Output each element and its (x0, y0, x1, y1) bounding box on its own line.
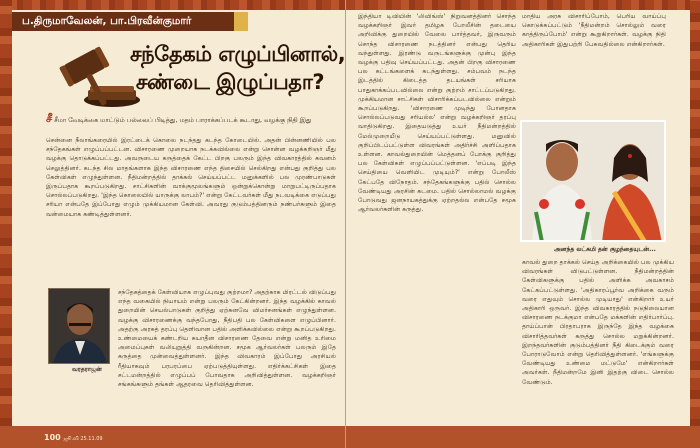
headline (130, 40, 346, 96)
torn-edge-bottom (346, 426, 700, 448)
page-number-value: 100 (44, 433, 61, 442)
byline: ப.திருமாவேலன், பா.பிரவீன்குமார் (12, 12, 234, 31)
torn-edge-top (0, 0, 345, 10)
family-photo-icon (522, 122, 666, 242)
issue-date: ஜூ.வி 25.11.09 (63, 436, 103, 442)
byline-accent (234, 12, 248, 31)
article-column-2: சந்தேகத்தைக் கேள்வியாக எழுப்புவது குற்றமா? அதற்காக மிரட்டல் விடுப்பது எந்த வகையில் நியாயம் என்று பலரும் கேட்கின்றனர். இந்த வழக்கில் காவல் துறையின் செயல்பாடுகள் குறித்து ஏற்கனவே விமர்சனங்கள் எழுந்துள்ளன. வழக்கு விசாரணைக்கு வந்தபோது, நீதிபதி பல கேள்விகளை எழுப்பினார். அதற்கு அரசுத் தரப்பு தெளிவான பதில் அளிக்கவில்லை என்று கூறப்படுகிறது. உண்மையைக் கண்டறிய சுயாதீன விசாரணை தேவை என்று மனித உரிமை அமைப்புகள் வலியுறுத்தி வருகின்றன. சமூக ஆர்வலர்கள் பலரும் இதே கருத்தை முன்வைத்துள்ளனர். இந்த விவகாரம் இப்போது அரசியல் ரீதியாகவும் பரபரப்பை ஏற்படுத்தியுள்ளது. எதிர்க்கட்சிகள் இதை சட்டமன்றத்தில் எழுப்பப் போவதாக அறிவித்துள்ளன. வழக்கறிஞர் சங்கங்களும் தங்கள் ஆதரவை தெரிவித்துள்ளன. (118, 289, 336, 389)
portrait-caption: வரதராஜன் (72, 366, 102, 373)
article-column-4-top: மாதிய அரசு விசாரிப்போம், பெரிய வாய்ப்பு கொடுக்கப்பட்டும் 'நீதிமன்றம் சொல்லும் வரை காத்திருப்போம்' என்று கூறுகிறார்கள். வழக்கு நிதி அதிகாரிகள் இதுபற்றி பேசுவதில்லை என்கிறார்கள். (522, 13, 666, 48)
person-icon (49, 289, 110, 364)
page-number (44, 433, 103, 442)
article-column-3: இந்தியா டிவியின் 'லிவிங்ஸ்' நிறுவனத்தினர் சொந்த வழக்கறிஞர் இவர் தமிழக போலீசின் தடையை அறிவிக்கு துறையில் வேலை பார்த்தவர், இருவரும் சொந்த விசாரணை நடத்தினர் என்பது தெரிய வந்துள்ளது. இரண்டு வருடங்களுக்கு முன்பு இந்த வழக்கு பதிவு செய்யப்பட்டது. அதன் பிறகு விசாரணை பல கட்டங்களைக் கடந்துள்ளது. சம்பவம் நடந்த இடத்தில் கிடைத்த தடயங்கள் சரியாக பாதுகாக்கப்படவில்லை என்று குற்றம் சாட்டப்படுகிறது. முக்கியமான சாட்சிகள் விசாரிக்கப்படவில்லை என்றும் கூறப்படுகிறது. 'விசாரணை முடிந்து போனதாக சொல்லப்படுவது சரியல்ல' என்று வழக்கறிஞர் தரப்பு வாதிடுகிறது. இதையடுத்து உயர் நீதிமன்றத்தில் மேல்முறையீடு செய்யப்பட்டுள்ளது. மனுவில் குறிப்பிடப்பட்டுள்ள விவரங்கள் அதிர்ச்சி அளிப்பதாக உள்ளன. காவல்துறையின் மெத்தனப் போக்கு குறித்து பல கேள்விகள் எழுப்பப்பட்டுள்ளன. 'எப்படி இந்த செய்தியை வெளியிட முடியும்?' என்று போலீஸ் கேட்பதே விநோதம். சந்தேகங்களுக்கு பதில் சொல்ல வேண்டியது அரசின் கடமை. பதில் சொல்லாமல் வழக்கு போடுவது ஜனநாயகத்துக்கு ஏற்றதல்ல என்பதே சமூக ஆர்வலர்களின் கருத்து. (358, 13, 516, 214)
torn-edge-top (346, 0, 700, 10)
family-photo (520, 120, 666, 242)
torn-edge-right (690, 0, 700, 448)
right-page (346, 0, 700, 448)
headline-line-2: சண்டை இழுப்பதா? (135, 70, 325, 94)
torn-edge-left (0, 0, 12, 448)
headline-line-1: சந்தேகம் எழுப்பினால், (130, 42, 346, 66)
portrait-photo (48, 288, 110, 364)
intro-text (46, 114, 338, 125)
drop-cap: சீ (46, 112, 53, 125)
article-column-4-bottom: காவல் துறை தாக்கல் செய்த அறிக்கையில் பல முக்கிய விவரங்கள் விடுபட்டுள்ளன. நீதிமன்றத்தின் கேள்விகளுக்கு பதில் அளிக்க அவகாசம் கேட்கப்பட்டுள்ளது. 'அதிகாரப்பூர்வ அறிக்கை வரும் வரை எதுவும் சொல்ல முடியாது' என்கிறார் உயர் அதிகாரி ஒருவர். இந்த விவகாரத்தில் நடுநிலையான விசாரணை நடக்குமா என்பதே மக்களின் எதிர்பார்ப்பு. தாய்ப்பான் பிரதாபராக இருந்தே இந்த வழக்கை விசாரித்தவர்கள் கருத்து சொல்ல மறுக்கின்றனர். இறந்தவர்களின் குடும்பத்தினர் நீதி கிடைக்கும் வரை போராடுவோம் என்று தெரிவித்துள்ளனர். 'எங்களுக்கு வேண்டியது உண்மை மட்டுமே' என்கிறார்கள் அவர்கள். நீதிமன்றமே இனி இதற்கு விடை சொல்ல வேண்டும். (522, 259, 674, 386)
photo-caption: அனந்த லட்சுமி தன் குழந்தையுடன்... (554, 246, 656, 253)
left-page (0, 0, 346, 448)
intro-body: சீமா வேடிக்கை மாட்டும் பல்லைப் பிடித்து, மதம் பாராக்கப்படக் கூடாது, வழக்கு நிதி இது (54, 116, 312, 124)
article-column-1: சென்னை நீலாங்கரையில் இரட்டைக் கொலை நடந்தது கடந்த கோடையில். அதன் பின்னணியில் பல சந்தேகங்கள் எழுப்பப்பட்டன. விசாரணை முறையாக நடக்கவில்லை என்று சொன்ன வழக்கறிஞர் மீது வழக்கு தொடுக்கப்பட்டது. அவருடைய கருத்தைக் கேட்ட பிறகு பலரும் இந்த விவகாரத்தில் கவனம் செலுத்தினர். கடந்த சில மாதங்களாக இந்த விசாரணை எந்த திசையில் செல்கிறது என்பது குறித்து பல கேள்விகள் எழுந்துள்ளன. நீதிமன்றத்தில் தாக்கல் செய்யப்பட்ட மனுக்களில் பல முரண்பாடுகள் இருப்பதாக கூறப்படுகிறது. சாட்சிகளின் வாக்குமூலங்களும் ஒன்றுக்கொன்று மாறுபட்டிருப்பதாக சொல்லப்படுகிறது. 'இந்த கொலையில் யாருக்கு லாபம்?' என்று கேட்டவர்கள் மீது நடவடிக்கை எடுப்பது சரியா என்பதே இப்போது எழும் முக்கியமான கேள்வி. அவரது குடும்பத்தினரும் நண்பர்களும் இதை வன்மையாக கண்டித்துள்ளனர். (46, 137, 336, 218)
